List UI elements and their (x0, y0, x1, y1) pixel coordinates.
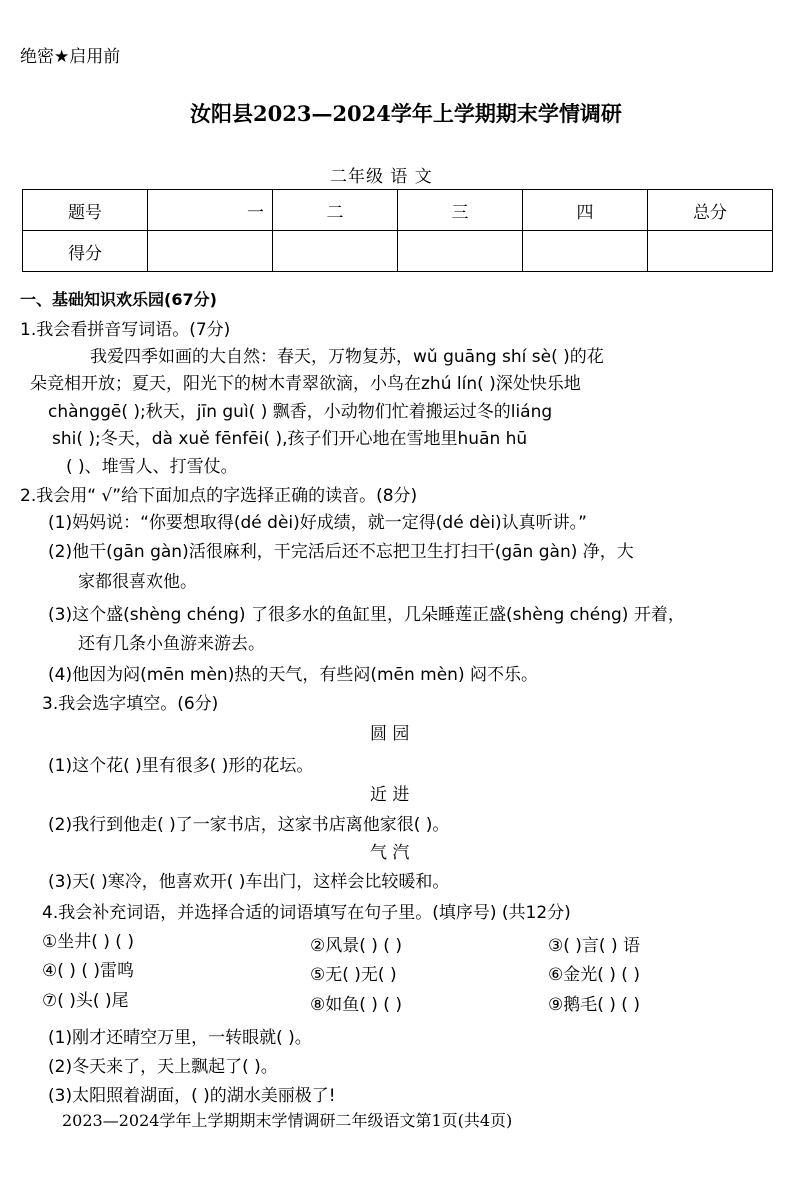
question-line: ( )、堆雪人、打雪仗。 (66, 457, 238, 477)
question-line: 朵竞相开放；夏天，阳光下的树木青翠欲滴，小鸟在zhú lín( )深处快乐地 (30, 374, 581, 394)
score-table (22, 189, 773, 272)
table-cell (523, 231, 648, 272)
page-footer: 2023—2024学年上学期期末学情调研二年级语文第1页(共4页) (62, 1111, 513, 1130)
word-item: ⑤无( )无( ) (310, 965, 397, 985)
char-pair: 圆 园 (370, 724, 410, 744)
question-title: 3.我会选字填空。(6分) (42, 694, 219, 714)
question-item: (1)这个花( )里有很多( )形的花坛。 (48, 756, 314, 776)
word-item: ⑥金光( ) ( ) (548, 965, 640, 985)
question-item: (4)他因为闷(mēn mèn)热的天气，有些闷(mēn mèn) 闷不乐。 (48, 665, 538, 685)
word-item: ⑦( )头( )尾 (42, 991, 129, 1011)
char-pair: 气 汽 (370, 843, 410, 863)
table-cell (648, 231, 773, 272)
table-cell: 总分 (648, 190, 773, 231)
question-item: (2)我行到他走( )了一家书店，这家书店离他家很( )。 (48, 815, 450, 835)
question-title: 4.我会补充词语，并选择合适的词语填写在句子里。(填序号) (共12分) (42, 903, 571, 923)
page-title: 汝阳县2023—2024学年上学期期末学情调研 (190, 101, 622, 126)
question-line: chànggē( );秋天，jīn guì( ) 飘香，小动物们忙着搬运过冬的liáng (48, 402, 553, 422)
char-pair: 近 进 (370, 785, 410, 805)
section-title: 一、基础知识欢乐园(67分) (20, 290, 217, 309)
word-item: ④( ) ( )雷鸣 (42, 961, 134, 981)
table-cell: 题号 (23, 190, 148, 231)
question-line: 我爱四季如画的大自然：春天，万物复苏，wǔ guāng shí sè( )的花 (90, 347, 604, 367)
table-cell: 三 (398, 190, 523, 231)
table-cell (273, 231, 398, 272)
question-item: (3)太阳照着湖面，( )的湖水美丽极了! (48, 1086, 336, 1106)
table-cell: 二 (273, 190, 398, 231)
word-item: ①坐井( ) ( ) (42, 932, 134, 952)
table-row (23, 231, 773, 272)
word-item: ⑧如鱼( ) ( ) (310, 995, 402, 1015)
question-item: (1)刚才还晴空万里，一转眼就( )。 (48, 1028, 312, 1048)
question-item: (3)这个盛(shèng chéng) 了很多水的鱼缸里，几朵睡莲正盛(shèng chéng) 开着， (48, 605, 685, 625)
question-item: 家都很喜欢他。 (78, 572, 197, 592)
question-title: 2.我会用“ √”给下面加点的字选择正确的读音。(8分) (20, 486, 418, 506)
table-cell (148, 231, 273, 272)
question-item: 还有几条小鱼游来游去。 (78, 634, 265, 654)
page-subtitle: 二年级 语 文 (330, 167, 433, 187)
question-item: (1)妈妈说：“你要想取得(dé dèi)好成绩，就一定得(dé dèi)认真听讲。” (48, 513, 587, 533)
table-cell: 一 (148, 190, 273, 231)
question-title: 1.我会看拼音写词语。(7分) (20, 320, 231, 340)
table-cell (398, 231, 523, 272)
question-line: shi( );冬天，dà xuě fēnfēi( ),孩子们开心地在雪地里huān hū (52, 429, 528, 449)
word-item: ②风景( ) ( ) (310, 936, 402, 956)
question-item: (2)冬天来了，天上飘起了( )。 (48, 1057, 278, 1077)
question-item: (2)他干(gān gàn)活很麻利，干完活后还不忘把卫生打扫干(gān gàn) 净，大 (48, 542, 634, 562)
table-cell: 四 (523, 190, 648, 231)
secret-label: 绝密★启用前 (20, 47, 121, 67)
word-item: ⑨鹅毛( ) ( ) (548, 995, 640, 1015)
word-item: ③( )言( ) 语 (548, 936, 640, 956)
table-row (23, 190, 773, 231)
question-item: (3)天( )寒冷，他喜欢开( )车出门，这样会比较暖和。 (48, 872, 450, 892)
table-cell: 得分 (23, 231, 148, 272)
